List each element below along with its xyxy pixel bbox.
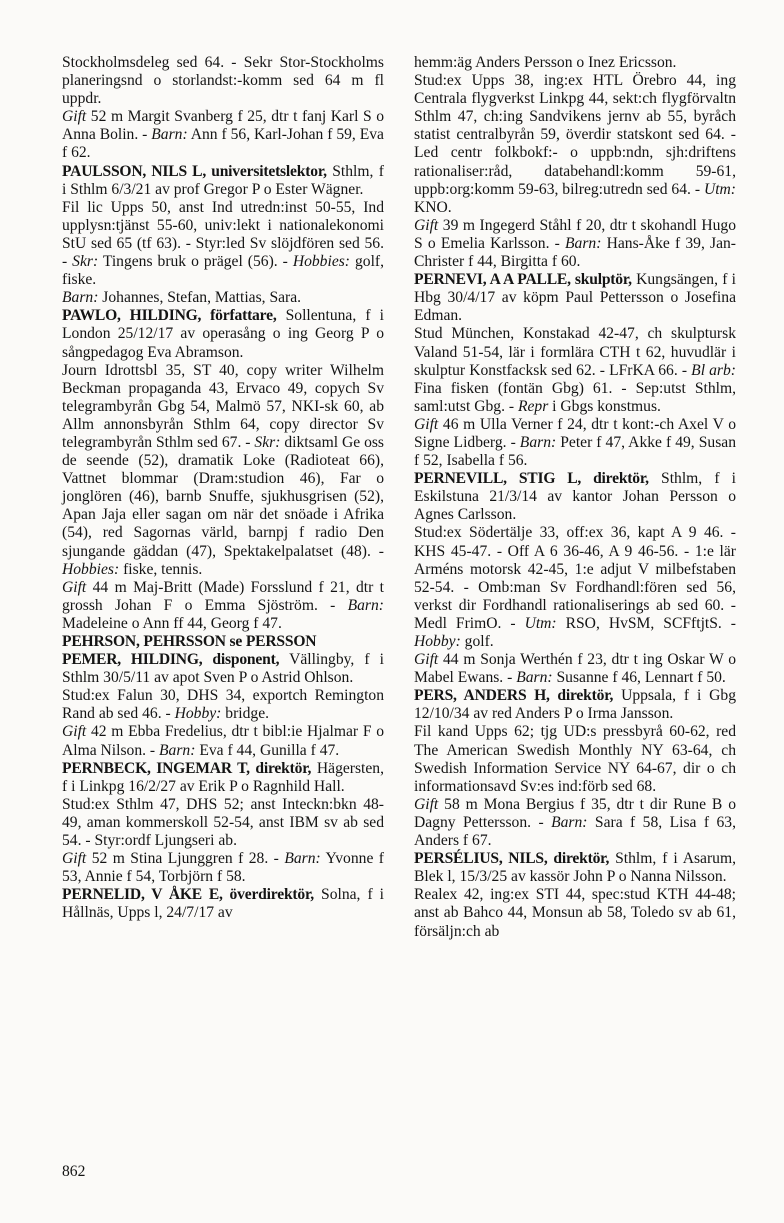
right-column — [414, 54, 736, 941]
entry-paragraph — [62, 307, 384, 361]
entry-label: Barn: — [347, 596, 384, 614]
entry-label: Hobby: — [414, 633, 461, 650]
entry-heading: författare, — [210, 307, 277, 325]
entry-text: Fina fisken (fontän Gbg) 61. - Sep:utst Sthlm, saml:utst Gbg. - — [414, 379, 736, 415]
entry-paragraph — [414, 470, 736, 524]
entry-text: Peter f 47, Akke f 49, Susan f 52, Isabella f 56. — [414, 433, 736, 470]
entry-paragraph — [62, 108, 384, 162]
entry-paragraph — [62, 723, 384, 759]
entry-paragraph — [62, 651, 384, 687]
entry-heading: PERNEVILL, STIG L, — [414, 470, 594, 488]
entry-heading: PEHRSON, PEHRSSON se PERSSON — [62, 633, 317, 650]
entry-text: 44 m Sonja Werthén f 23, dtr t ing Oskar W o Mabel Ewans. - — [414, 651, 736, 687]
entry-paragraph — [62, 163, 384, 199]
entry-text: 42 m Ebba Fredelius, dtr t bibl:ie Hjalmar F o Alma Nilson. - — [62, 723, 384, 759]
entry-heading: PERNELID, V ÅKE E, — [62, 886, 230, 904]
entry-paragraph — [62, 796, 384, 850]
entry-heading: PAWLO, HILDING, — [62, 307, 211, 325]
entry-paragraph — [414, 687, 736, 723]
entry-paragraph — [414, 72, 736, 217]
entry-label: Barn: — [62, 289, 99, 307]
entry-label: Barn: — [565, 234, 602, 252]
entry-text: 52 m Margit Svanberg f 25, dtr t fanj Karl S o Anna Bolin. - — [62, 108, 384, 144]
entry-text: Susanne f 46, Lennart f 50. — [552, 669, 726, 687]
entry-text: i Gbgs konstmus. — [548, 397, 661, 415]
entry-label: Hobbies: — [62, 560, 120, 578]
entry-text: Stockholmsdeleg sed 64. - Sekr Stor-Stockholms planeringsnd o storlandst:-komm sed 64 m fl uppdr. — [62, 54, 384, 108]
entry-paragraph — [414, 416, 736, 470]
entry-paragraph — [62, 687, 384, 723]
entry-label: Skr: — [72, 253, 99, 271]
entry-heading: direktör, — [553, 850, 610, 868]
entry-text: 46 m Ulla Verner f 24, dtr t kont:-ch Axel V o Signe Lidberg. - — [414, 415, 736, 451]
entry-text: 52 m Stina Ljunggren f 28. - — [86, 850, 285, 868]
entry-text: Fil kand Upps 62; tjg UD:s pressbyrå 60-62, red The American Swedish Monthly NY 63-64, ch Swedish Information Service NY 64-67, dir o ch informationsavd Sv:es ind:förb sed 68. — [414, 723, 736, 795]
entry-heading: PAULSSON, NILS L, — [62, 162, 212, 180]
entry-paragraph — [62, 850, 384, 886]
entry-text: Kungsängen, f i Hbg 30/4/17 av köpm Paul Pettersson o Josefina Edman. — [414, 271, 736, 325]
entry-text: RSO, HvSM, SCFftjtS. - — [556, 614, 736, 632]
page-number: 862 — [62, 1163, 86, 1180]
entry-text: Stud:ex Upps 38, ing:ex HTL Örebro 44, ing Centrala flygverkst Linkpg 44, sekt:ch flygförvaltn Sthlm 47, ch:ing Sandvikens jernv ab 55, byråch statist centralbyrån 59, överdir statskont sed 64. - Led centr folkbokf:- o uppb:ndn, sjh:driftens rationaliser:råd, databehandl:komm 59-61, uppb:org:komm 59-63, bilreg:utredn sed 64. - — [414, 72, 736, 198]
entry-label: Hobby: — [174, 705, 222, 723]
entry-text: Tingens bruk o prägel (56). - — [98, 253, 293, 271]
entry-paragraph — [62, 289, 384, 307]
entry-paragraph — [414, 54, 736, 72]
entry-label: Barn: — [519, 433, 557, 451]
entry-heading: universitetslektor, — [211, 162, 327, 180]
entry-text: golf, fiske. — [62, 253, 384, 289]
entry-paragraph — [62, 579, 384, 633]
entry-heading: direktör, — [557, 687, 614, 705]
entry-text: Eva f 44, Gunilla f 47. — [195, 741, 340, 759]
entry-label: Gift — [62, 578, 87, 596]
entry-paragraph — [62, 886, 384, 922]
entry-text: Hägersten, f i Linkpg 16/2/27 av Erik P o Ragnhild Hall. — [62, 759, 385, 795]
entry-text: Stud:ex Södertälje 33, off:ex 36, kapt A 9 46. - KHS 45-47. - Off A 6 36-46, A 9 46-56. - 1:e lär Arméns motorsk 42-45, 1:e adjut V milbefstaben 52-54. - Omb:man Sv Fordhandl:fören sed 56, verkst dir Fordhandl rationaliserings ab sed 60. - Medl FrimO. - — [414, 524, 736, 632]
entry-text: golf. — [460, 633, 494, 650]
entry-text: bridge. — [221, 705, 270, 723]
entry-heading: PERNBECK, INGEMAR T, — [62, 759, 256, 777]
entry-paragraph — [414, 325, 736, 415]
entry-paragraph — [414, 886, 736, 940]
entry-label: Gift — [414, 216, 439, 234]
entry-text: Stud München, Konstakad 42-47, ch skulptursk Valand 51-54, lär i formlära CTH t 62, huvudlär i skulptur Konstfacksk sed 62. - LFrKA 66. - — [414, 325, 736, 379]
entry-heading: PERS, ANDERS H, — [414, 687, 558, 705]
entry-paragraph — [414, 217, 736, 271]
entry-text: Sthlm, f i Sthlm 6/3/21 av prof Gregor P o Ester Wägner. — [62, 162, 384, 198]
entry-text: Vällingby, f i Sthlm 30/5/11 av apot Sven P o Astrid Ohlson. — [62, 651, 384, 687]
entry-text: Sthlm, f i Asarum, Blek l, 15/3/25 av kassör John P o Nanna Nilsson. — [414, 850, 736, 886]
entry-paragraph — [414, 524, 736, 651]
entry-heading: skulptör, — [574, 271, 632, 289]
entry-text: Journ Idrottsbl 35, ST 40, copy writer Wilhelm Beckman propaganda 43, Ervaco 49, copych Sv telegrambyrån Gbg 54, Malmö 57, NKI-sk 60, ab Allm annonsbyrån Sthlm 64, copy director Sv telegrambyrån Sthlm sed 67. - — [62, 361, 384, 451]
entry-text: Hans-Åke f 39, Jan-Christer f 44, Birgitta f 60. — [414, 234, 736, 271]
entry-paragraph — [62, 199, 384, 289]
entry-text: Uppsala, f i Gbg 12/10/34 av red Anders P o Irma Jansson. — [414, 687, 736, 723]
entry-text: 44 m Maj-Britt (Made) Forsslund f 21, dtr t grossh Johan F o Emma Sjöström. - — [62, 578, 384, 614]
entry-heading: PEMER, HILDING, — [62, 651, 213, 669]
entry-text: Sollentuna, f i London 25/12/17 av operasång o ing Georg P o sångpedagog Eva Abramson. — [62, 307, 384, 361]
entry-paragraph — [414, 796, 736, 850]
entry-heading: PERNEVI, A A PALLE, — [414, 271, 575, 289]
entry-label: Gift — [414, 795, 439, 813]
entry-heading: direktör, — [255, 759, 312, 777]
entry-paragraph — [414, 850, 736, 886]
entry-label: Utm: — [703, 180, 736, 198]
entry-paragraph — [62, 54, 384, 108]
entry-text: Ann f 56, Karl-Johan f 59, Eva f 62. — [62, 126, 384, 162]
entry-text: Stud:ex Falun 30, DHS 34, exportch Remington Rand ab sed 46. - — [62, 687, 384, 723]
entry-label: Barn: — [159, 741, 196, 759]
entry-label: Skr: — [254, 433, 281, 451]
entry-paragraph — [62, 362, 384, 579]
entry-label: Gift — [62, 850, 87, 868]
entry-text: Sara f 58, Lisa f 63, Anders f 67. — [414, 813, 736, 850]
entry-label: Utm: — [524, 614, 557, 632]
entry-label: Barn: — [551, 813, 588, 831]
entry-text: KNO. — [414, 198, 452, 216]
entry-text: Stud:ex Sthlm 47, DHS 52; anst Inteckn:bkn 48-49, aman kommerskoll 52-54, anst IBM sv ab sed 54. - Styr:ordf Ljungseri ab. — [62, 795, 384, 850]
entry-label: Gift — [62, 723, 87, 741]
entry-paragraph — [414, 723, 736, 795]
entry-text: fiske, tennis. — [119, 560, 203, 578]
entry-text: 58 m Mona Bergius f 35, dtr t dir Rune B o Dagny Pettersson. - — [414, 795, 736, 831]
entry-text: Yvonne f 53, Annie f 54, Torbjörn f 58. — [62, 850, 384, 886]
entry-label: Gift — [414, 651, 439, 669]
entry-label: Barn: — [516, 669, 553, 687]
entry-heading: disponent, — [212, 651, 280, 669]
entry-label: Bl arb: — [691, 361, 736, 379]
entry-paragraph — [414, 271, 736, 325]
entry-paragraph — [62, 760, 384, 796]
entry-text: diktsaml Ge oss de seende (52), dramatik Loke (Radioteat 66), Vattnet blommar (Dram:studion 46), Far o jonglören (46), barnb Snuffe, sjukhusgrisen (52), Apan Jaja eller sagan om när det snöade i Afrika (54), red Sagornas värld, barnpj f radio Den sjungande gäddan (47), Spektakelpalatset (48). - — [62, 433, 385, 560]
entry-paragraph — [62, 633, 384, 651]
entry-text: 39 m Ingegerd Ståhl f 20, dtr t skohandl Hugo S o Emelia Karlsson. - — [414, 216, 736, 252]
entry-text: Solna, f i Hållnäs, Upps l, 24/7/17 av — [62, 886, 385, 922]
entry-label: Gift — [414, 415, 439, 433]
entry-label: Barn: — [151, 126, 188, 144]
entry-heading: överdirektör, — [229, 886, 314, 904]
entry-text: Fil lic Upps 50, anst Ind utredn:inst 50-55, Ind upplysn:tjänst 55-60, univ:lekt i nationalekonomi StU sed 65 (tf 63). - Styr:led Sv slöjdfören sed 56. - — [62, 198, 384, 271]
entry-text: Sthlm, f i Eskilstuna 21/3/14 av kantor Johan Persson o Agnes Carlsson. — [414, 470, 736, 524]
entry-text: Madeleine o Ann ff 44, Georg f 47. — [62, 614, 282, 632]
entry-paragraph — [414, 651, 736, 687]
entry-text: Johannes, Stefan, Mattias, Sara. — [98, 289, 302, 307]
entry-heading: direktör, — [593, 470, 649, 488]
left-column — [62, 54, 384, 923]
entry-text: hemm:äg Anders Persson o Inez Ericsson. — [414, 54, 677, 71]
entry-heading: PERSÉLIUS, NILS, — [414, 850, 554, 868]
entry-label: Hobbies: — [292, 253, 350, 271]
entry-text: Realex 42, ing:ex STI 44, spec:stud KTH 44-48; anst ab Bahco 44, Monsun ab 58, Toledo sv ab 61, försäljn:ch ab — [414, 886, 736, 940]
entry-label: Barn: — [284, 850, 321, 868]
entry-label: Repr — [517, 397, 549, 415]
entry-label: Gift — [62, 108, 87, 126]
